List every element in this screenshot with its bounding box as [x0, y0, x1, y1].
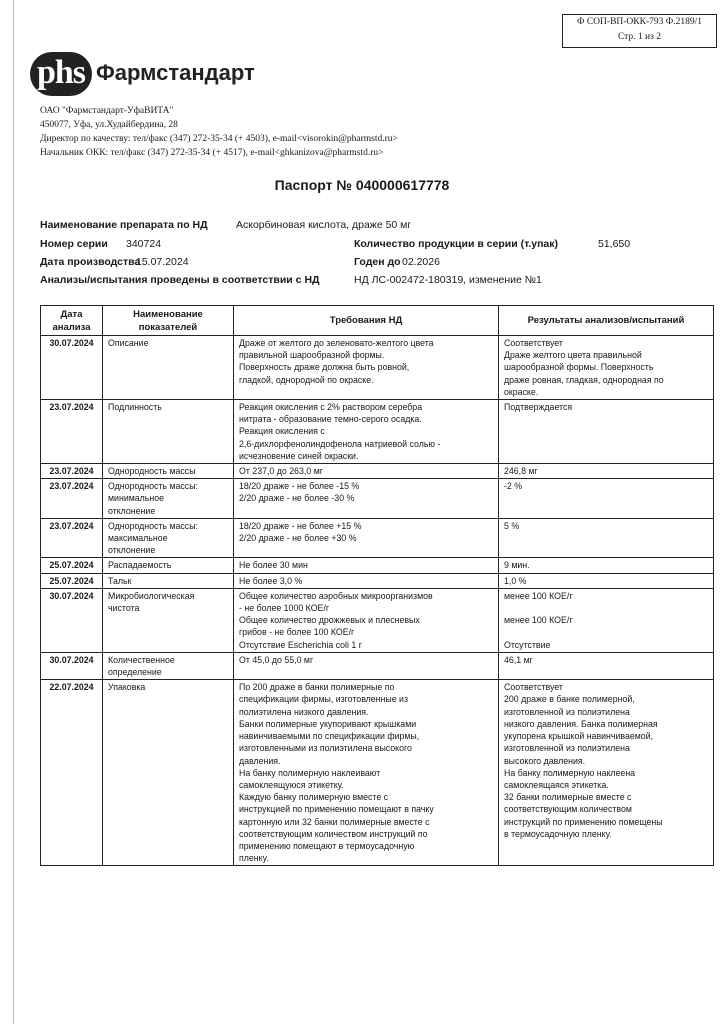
requirement-line: давления. [239, 755, 281, 766]
indicator-name [103, 400, 234, 464]
result-line: 46,1 мг [504, 654, 533, 665]
indicator-name [103, 573, 234, 588]
table-row [41, 652, 714, 679]
result-line: 5 % [504, 520, 520, 531]
requirement-line: картонную или 32 банки полимерные вместе с [239, 816, 430, 827]
analysis-date: 30.07.2024 [41, 336, 103, 400]
table-header-row [41, 306, 714, 336]
result-line: окраске. [504, 386, 539, 397]
indicator-name [103, 336, 234, 400]
analysis-date: 23.07.2024 [41, 400, 103, 464]
requirement [234, 336, 499, 400]
result-line: в термоусадочную пленку. [504, 828, 612, 839]
form-code: Ф СОП-ВП-ОКК-793 Ф.2189/1 [576, 17, 703, 27]
header-date: Дата анализа [41, 306, 103, 336]
result [499, 464, 714, 479]
requirement-line: Поверхность драже должна быть ровной, [239, 362, 410, 373]
requirement-line: 2,6-дихлорфенолиндофенола натриевой солью - [239, 438, 441, 449]
company-name: ОАО "Фармстандарт-УфаВИТА" [40, 106, 174, 116]
table-row [41, 573, 714, 588]
requirement-line: полиэтилена низкого давления. [239, 706, 369, 717]
result [499, 400, 714, 464]
result-line: менее 100 КОЕ/г [504, 590, 573, 601]
requirement [234, 479, 499, 519]
result [499, 479, 714, 519]
requirement-line: нитрата - образование темно-серого осадка. [239, 414, 422, 425]
table-row [41, 588, 714, 652]
requirement [234, 518, 499, 558]
indicator-name [103, 680, 234, 866]
header-indicator: Наименование показателей [103, 306, 234, 336]
requirement-line: 2/20 драже - не более -30 % [239, 493, 355, 504]
indicator-name-line: Описание [108, 338, 149, 348]
logo-name: Фармстандарт [96, 60, 255, 85]
quantity-label: Количество продукции в серии (т.упак) [354, 238, 559, 250]
result [499, 573, 714, 588]
company-address: 450077, Уфа, ул.Худайбердина, 28 [40, 120, 178, 130]
indicator-name-line: Однородность массы: [108, 520, 198, 531]
production-date-label: Дата производства [40, 256, 141, 268]
requirement-line: На банку полимерную наклеивают [239, 767, 381, 778]
requirement [234, 400, 499, 464]
table-row [41, 464, 714, 479]
indicator-name [103, 588, 234, 652]
result-line: Подтверждается [504, 402, 573, 413]
result-line: 200 драже в банке полимерной, [504, 694, 635, 705]
indicator-name [103, 518, 234, 558]
indicator-name-line: отклонение [108, 545, 156, 556]
drug-value: Аскорбиновая кислота, драже 50 мг [236, 219, 412, 231]
company-logo [30, 52, 260, 96]
quantity-value: 51,650 [598, 238, 631, 250]
result-line: инструкций по применению помещены [504, 816, 663, 827]
requirement-line: инструкцией по применению помещают в пачку [239, 804, 434, 815]
result-line: Отсутствие [504, 639, 551, 650]
series-label: Номер серии [40, 238, 108, 250]
result-line [504, 602, 708, 614]
result-line: драже ровная, гладкая, однородная по [504, 374, 664, 385]
result-line: На банку полимерную наклеена [504, 767, 636, 778]
series-value: 340724 [126, 238, 162, 250]
indicator-name [103, 652, 234, 679]
header-requirements: Требования НД [234, 306, 499, 336]
requirement-line: Каждую банку полимерную вместе с [239, 792, 389, 803]
result [499, 652, 714, 679]
requirement-line: 18/20 драже - не более -15 % [239, 481, 360, 492]
result-line: 32 банки полимерные вместе с [504, 792, 632, 803]
requirement-line: - не более 1000 КОЕ/г [239, 603, 330, 614]
margin-line [13, 0, 14, 1024]
requirement-line: Общее количество дрожжевых и плесневых [239, 615, 420, 626]
requirement-line: От 45,0 до 55,0 мг [239, 654, 314, 665]
result-line: Драже желтого цвета правильной [504, 350, 642, 361]
requirement-line: От 237,0 до 263,0 мг [239, 466, 323, 477]
result-line: изготовленной из полиэтилена [504, 706, 630, 717]
company-details [40, 104, 398, 160]
requirement-line: 2/20 драже - не более +30 % [239, 533, 357, 544]
result [499, 336, 714, 400]
expiry-value: 02.2026 [402, 256, 440, 268]
result-line: Соответствует [504, 682, 563, 693]
requirement-line: Реакция окисления с 2% раствором серебра [239, 402, 423, 413]
table-row [41, 558, 714, 573]
indicator-name-line: максимальное [108, 533, 168, 544]
analysis-date: 23.07.2024 [41, 464, 103, 479]
requirement-line: Не более 30 мин [239, 560, 308, 571]
indicator-name-line: Подлинность [108, 402, 162, 413]
requirement-line: исчезновение синей окраски. [239, 450, 359, 461]
indicator-name [103, 464, 234, 479]
results-table-body [41, 336, 714, 866]
indicator-name-line: отклонение [108, 505, 156, 516]
indicator-name-line: Микробиологическая [108, 590, 195, 601]
expiry-label: Годен до [354, 256, 401, 268]
result [499, 680, 714, 866]
indicator-name [103, 479, 234, 519]
indicator-name-line: Однородность массы [108, 466, 196, 477]
form-code-box [562, 14, 717, 48]
result-line: соответствующим количеством [504, 804, 632, 815]
analysis-date: 25.07.2024 [41, 573, 103, 588]
indicator-name-line: Однородность массы: [108, 481, 198, 492]
requirement [234, 558, 499, 573]
indicator-name-line: минимальное [108, 493, 165, 504]
requirement [234, 573, 499, 588]
requirement [234, 680, 499, 866]
requirement-line: изготовленными из полиэтилена высокого [239, 743, 412, 754]
result-line: низкого давления. Банка полимерная [504, 718, 658, 729]
requirement-line: спецификации фирмы, изготовленные из [239, 694, 409, 705]
indicator-name-line: определение [108, 667, 162, 678]
result-line: изготовленной из полиэтилена [504, 743, 630, 754]
requirement-line: Отсутствие Escherichia coli 1 г [239, 639, 362, 650]
result [499, 588, 714, 652]
analysis-label: Анализы/испытания проведены в соответствии с НД [40, 274, 320, 286]
indicator-name-line: Тальк [108, 575, 132, 586]
result-line: 9 мин. [504, 560, 530, 571]
analysis-date: 22.07.2024 [41, 680, 103, 866]
analysis-value: НД ЛС-002472-180319, изменение №1 [354, 274, 542, 286]
indicator-name-line: Распадаемость [108, 560, 172, 571]
requirement-line: навинчиваемыми по спецификации фирмы, [239, 731, 420, 742]
table-row [41, 680, 714, 866]
analysis-date: 30.07.2024 [41, 652, 103, 679]
requirement-line: самоклеящуюся этикетку. [239, 779, 344, 790]
result-line: укупорена крышкой навинчиваемой, [504, 731, 654, 742]
requirement-line: 18/20 драже - не более +15 % [239, 520, 362, 531]
result-line: 246,8 мг [504, 466, 538, 477]
document-title: Паспорт № 040000617778 [274, 177, 450, 193]
requirement-line: применению помещают в термоусадочную [239, 840, 415, 851]
requirement [234, 652, 499, 679]
drug-label: Наименование препарата по НД [40, 219, 208, 231]
requirement-line: правильной шарообразной формы. [239, 350, 385, 361]
result-line: шарообразной формы. Поверхность [504, 362, 654, 373]
okk-head-contact: Начальник ОКК: тел/факс (347) 272-35-34 (+ 4517), e-mail<ghkanizova@pharmstd.ru> [40, 148, 384, 158]
requirement-line: Не более 3,0 % [239, 575, 303, 586]
requirement-line: Общее количество аэробных микроорганизмов [239, 590, 433, 601]
indicator-name-line: Количественное [108, 654, 175, 665]
result-line: самоклеящаяся этикетка. [504, 779, 609, 790]
requirement-line: Реакция окисления с [239, 426, 325, 437]
requirement-line: пленку. [239, 853, 269, 864]
requirement-line: соответствующим количеством инструкций по [239, 828, 428, 839]
analysis-date: 23.07.2024 [41, 479, 103, 519]
analysis-date: 30.07.2024 [41, 588, 103, 652]
requirement-line: гладкой, однородной по окраске. [239, 374, 374, 385]
table-row [41, 336, 714, 400]
analysis-date: 25.07.2024 [41, 558, 103, 573]
results-table [40, 305, 714, 866]
table-row [41, 518, 714, 558]
table-row [41, 479, 714, 519]
result-line [504, 626, 708, 638]
header-results: Результаты анализов/испытаний [499, 306, 714, 336]
requirement-line: грибов - не более 100 КОЕ/г [239, 627, 355, 638]
requirement [234, 464, 499, 479]
quality-director-contact: Директор по качеству: тел/факс (347) 272-35-34 (+ 4503), e-mail<visorokin@pharmstd.ru> [40, 134, 398, 144]
result-line: -2 % [504, 481, 523, 492]
result [499, 518, 714, 558]
requirement-line: По 200 драже в банки полимерные по [239, 682, 395, 693]
result [499, 558, 714, 573]
result-line: Соответствует [504, 338, 563, 348]
result-line: высокого давления. [504, 755, 586, 766]
result-line: менее 100 КОЕ/г [504, 615, 573, 626]
logo-badge: phs [30, 52, 92, 96]
table-row [41, 400, 714, 464]
requirement-line: Банки полимерные укупоривают крышками [239, 718, 417, 729]
requirement [234, 588, 499, 652]
analysis-date: 23.07.2024 [41, 518, 103, 558]
page-number: Стр. 1 из 2 [617, 32, 662, 42]
indicator-name-line: Упаковка [108, 682, 146, 693]
requirement-line: Драже от желтого до зеленовато-желтого цвета [239, 338, 434, 348]
production-date-value: 15.07.2024 [136, 256, 189, 268]
indicator-name-line: чистота [108, 603, 140, 614]
result-line: 1,0 % [504, 575, 527, 586]
indicator-name [103, 558, 234, 573]
